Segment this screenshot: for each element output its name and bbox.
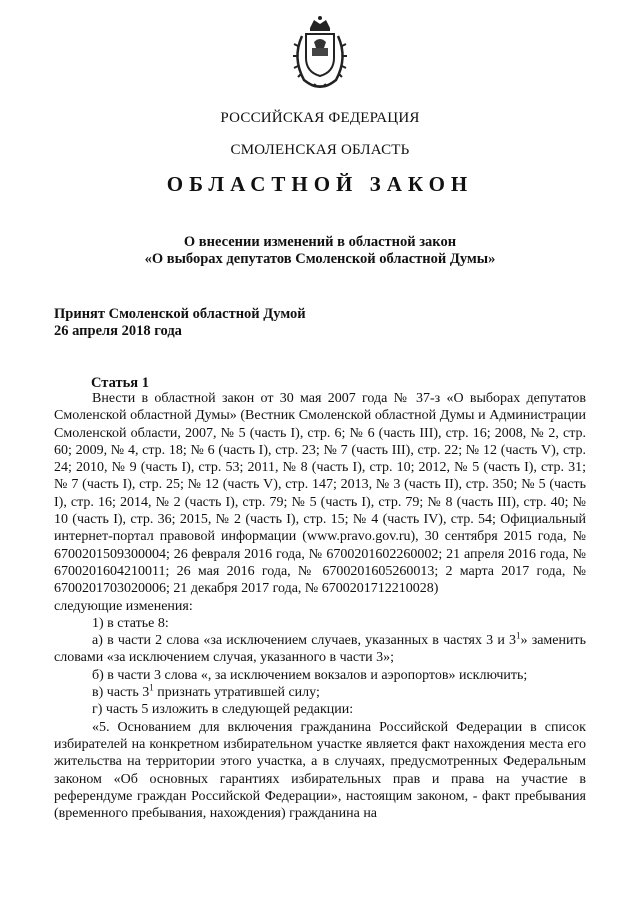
country-heading: РОССИЙСКАЯ ФЕДЕРАЦИЯ (220, 110, 420, 126)
item-v-text-start: в) часть 3 (92, 685, 150, 701)
item-b: б) в части 3 слова «, за исключением вокзалов и аэропортов» исключить; (92, 667, 528, 683)
item-v-text-end: признать утратившей силу; (153, 685, 320, 701)
item-a-text-end: » заменить словами «за исключением случая, указанного в части 3»; (54, 633, 586, 666)
coat-of-arms-emblem (288, 14, 352, 92)
law-title-line-1: О внесении изменений в областной закон (183, 234, 457, 250)
item-g: г) часть 5 изложить в следующей редакции: (92, 702, 354, 718)
article-body (54, 390, 586, 822)
article-intro-paragraph: Внести в областной закон от 30 мая 2007 года № 37-з «О выборах депутатов Смоленской областной Думы» (Вестник Смоленской областной Думы и Администрации Смоленской области, 2007, № 5 (часть I), стр. 6; № 6 (часть III), стр. 16; 2008, № 2, стр. 60; 2009, № 4, стр. 18; № 6 (часть I), стр. 23; № 7 (часть III), стр. 22; № 12 (часть V), стр. 24; 2010, № 9 (часть I), стр. 53; 2011, № 8 (часть I), стр. 10; 2012, № 5 (часть I), стр. 31; № 7 (часть I), стр. 25; № 12 (часть V), стр. 147; 2013, № 3 (часть II), стр. 350; № 5 (часть I), стр. 16; 2014, № 2 (часть I), стр. 79; № 5 (часть I), стр. 79; № 8 (часть III), стр. 40; № 10 (часть I), стр. 36; 2015, № 2 (часть I), стр. 15; № 4 (часть IV), стр. 54; Официальный интернет-портал правовой информации (www.pravo.gov.ru), 30 сентября 2015 года, № 6700201509300004; 26 февраля 2016 года, № 6700201602260002; 21 апреля 2016 года, № 6700201604210011; 26 мая 2016 года, № 6700201605260013; 2 марта 2017 года, № 6700201703020006; 21 декабря 2017 года, № 6700201712210028) (54, 391, 586, 597)
article-intro-end: следующие изменения: (54, 598, 193, 614)
item-a (54, 632, 586, 667)
quoted-new-text: «5. Основанием для включения гражданина Российской Федерации в список избирателей на конкретном избирательном участке является факт нахождения места его жительства на территории этого участка, а в случаях, предусмотренных Федеральным законом «Об основных гарантиях избирательных прав и права на участие в референдуме граждан Российской Федерации», настоящим законом, - факт пребывания (временного пребывания, нахождения) гражданина на (54, 719, 586, 822)
adoption-statement: Принят Смоленской областной Думой (54, 306, 306, 322)
article-heading: Статья 1 (91, 375, 149, 391)
law-title-line-2: «О выборах депутатов Смоленской областной Думы» (144, 251, 496, 267)
item-1: 1) в статье 8: (92, 615, 169, 631)
region-heading: СМОЛЕНСКАЯ ОБЛАСТЬ (230, 142, 410, 158)
item-a-superscript: 1 (516, 630, 521, 641)
adoption-date: 26 апреля 2018 года (54, 323, 182, 339)
item-a-text-start: а) в части 2 слова «за исключением случаев, указанных в частях 3 и 3 (92, 633, 516, 649)
document-type-heading: ОБЛАСТНОЙ ЗАКОН (166, 172, 474, 196)
item-v-superscript: 1 (149, 682, 154, 693)
item-v (54, 684, 586, 701)
